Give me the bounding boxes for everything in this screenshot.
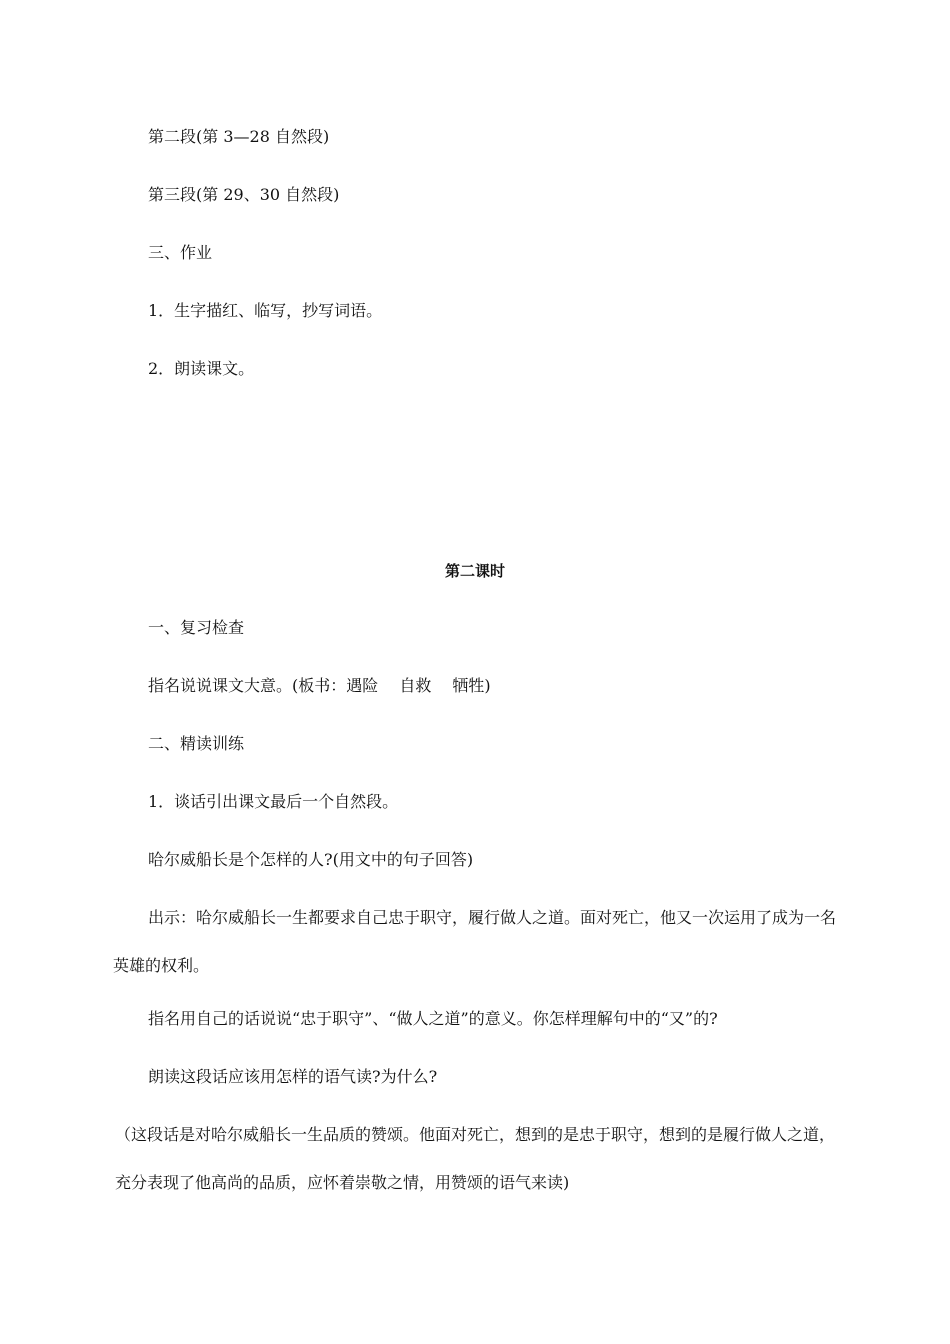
homework-item-2: 2．朗读课文。 <box>148 359 255 378</box>
reading-item-1: 1．谈话引出课文最后一个自然段。 <box>148 792 399 811</box>
lesson-title: 第二课时 <box>444 562 505 580</box>
review-text: 指名说说课文大意。(板书：遇险 自救 牺牲) <box>148 676 491 695</box>
question-captain: 哈尔威船长是个怎样的人?(用文中的句子回答) <box>148 850 474 869</box>
reading-heading: 二、精读训练 <box>148 734 245 753</box>
review-heading: 一、复习检查 <box>148 618 245 637</box>
answer-paragraph: （这段话是对哈尔威船长一生品质的赞颂。他面对死亡，想到的是忠于职守，想到的是履行做人之道，充分表现了他高尚的品质，应怀着崇敬之情，用赞颂的语气来读) <box>115 1125 836 1192</box>
segment-two-line: 第二段(第 3—28 自然段) <box>148 127 330 146</box>
homework-item-1: 1．生字描红、临写，抄写词语。 <box>148 301 383 320</box>
show-text-paragraph: 出示：哈尔威船长一生都要求自己忠于职守，履行做人之道。面对死亡，他又一次运用了成为一名英雄的权利。 <box>113 908 837 975</box>
homework-heading: 三、作业 <box>148 243 213 262</box>
question-tone: 朗读这段话应该用怎样的语气读?为什么? <box>148 1067 438 1086</box>
segment-three-line: 第三段(第 29、30 自然段) <box>148 185 340 204</box>
question-meaning: 指名用自己的话说说“忠于职守”、“做人之道”的意义。你怎样理解句中的“又”的? <box>148 1009 718 1028</box>
